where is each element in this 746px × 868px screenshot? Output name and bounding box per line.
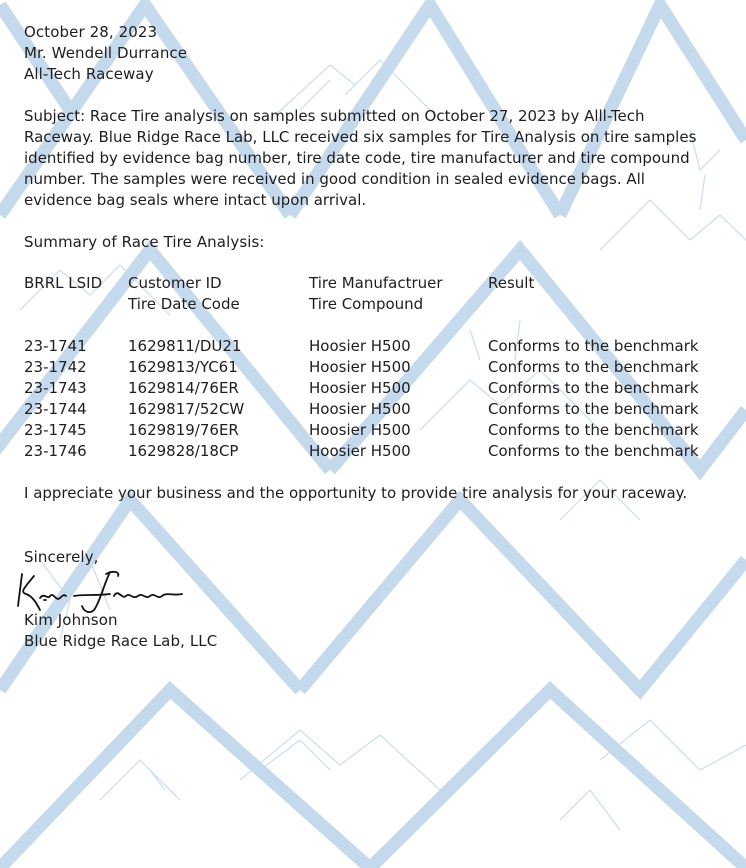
table-row — [0, 336, 746, 357]
header-lsid: BRRL LSID — [24, 274, 103, 292]
closing-paragraph: I appreciate your business and the opportunity to provide tire analysis for your raceway. — [24, 484, 688, 502]
row-tire: Hoosier H500 — [309, 421, 411, 439]
table-row — [0, 420, 746, 441]
signer-org: Blue Ridge Race Lab, LLC — [24, 632, 218, 650]
row-tire: Hoosier H500 — [309, 358, 411, 376]
row-tire: Hoosier H500 — [309, 337, 411, 355]
header-tire-compound: Tire Compound — [309, 295, 424, 313]
row-tire: Hoosier H500 — [309, 400, 411, 418]
row-tire: Hoosier H500 — [309, 442, 411, 460]
valediction: Sincerely, — [24, 548, 99, 566]
header-result: Result — [488, 274, 535, 292]
recipient-name: Mr. Wendell Durrance — [24, 44, 188, 62]
recipient-org: All-Tech Raceway — [24, 65, 154, 83]
row-customer-id: 1629817/52CW — [128, 400, 245, 418]
row-result: Conforms to the benchmark — [488, 421, 699, 439]
table-row — [0, 357, 746, 378]
row-customer-id: 1629811/DU21 — [128, 337, 242, 355]
table-row — [0, 441, 746, 462]
row-lsid: 23-1742 — [24, 358, 87, 376]
row-result: Conforms to the benchmark — [488, 400, 699, 418]
row-lsid: 23-1745 — [24, 421, 87, 439]
row-customer-id: 1629819/76ER — [128, 421, 239, 439]
row-result: Conforms to the benchmark — [488, 358, 699, 376]
header-tire-date-code: Tire Date Code — [128, 295, 240, 313]
row-customer-id: 1629814/76ER — [128, 379, 239, 397]
subject-paragraph: Subject: Race Tire analysis on samples submitted on October 27, 2023 by Alll-Tech Raceway. Blue Ridge Race Lab, LLC received six samples for Tire Analysis on tire samples identified by evidence bag number, tire date code, tire manufacturer and tire compound number. The samples were received in good condition in sealed evidence bags. All evidence bag seals where intact upon arrival. — [24, 107, 697, 209]
summary-heading: Summary of Race Tire Analysis: — [24, 233, 265, 251]
table-row — [0, 399, 746, 420]
table-header-row-1 — [0, 273, 746, 294]
row-customer-id: 1629828/18CP — [128, 442, 239, 460]
row-lsid: 23-1741 — [24, 337, 87, 355]
letter-date: October 28, 2023 — [24, 23, 158, 41]
row-lsid: 23-1743 — [24, 379, 87, 397]
row-customer-id: 1629813/YC61 — [128, 358, 238, 376]
row-lsid: 23-1746 — [24, 442, 87, 460]
header-customer-id: Customer ID — [128, 274, 222, 292]
signature-image — [14, 566, 194, 622]
row-tire: Hoosier H500 — [309, 379, 411, 397]
row-result: Conforms to the benchmark — [488, 379, 699, 397]
row-result: Conforms to the benchmark — [488, 337, 699, 355]
header-tire-manufacturer: Tire Manufactruer — [309, 274, 443, 292]
table-header-row-2 — [0, 294, 746, 315]
signer-name: Kim Johnson — [24, 611, 118, 629]
row-result: Conforms to the benchmark — [488, 442, 699, 460]
table-row — [0, 378, 746, 399]
row-lsid: 23-1744 — [24, 400, 87, 418]
